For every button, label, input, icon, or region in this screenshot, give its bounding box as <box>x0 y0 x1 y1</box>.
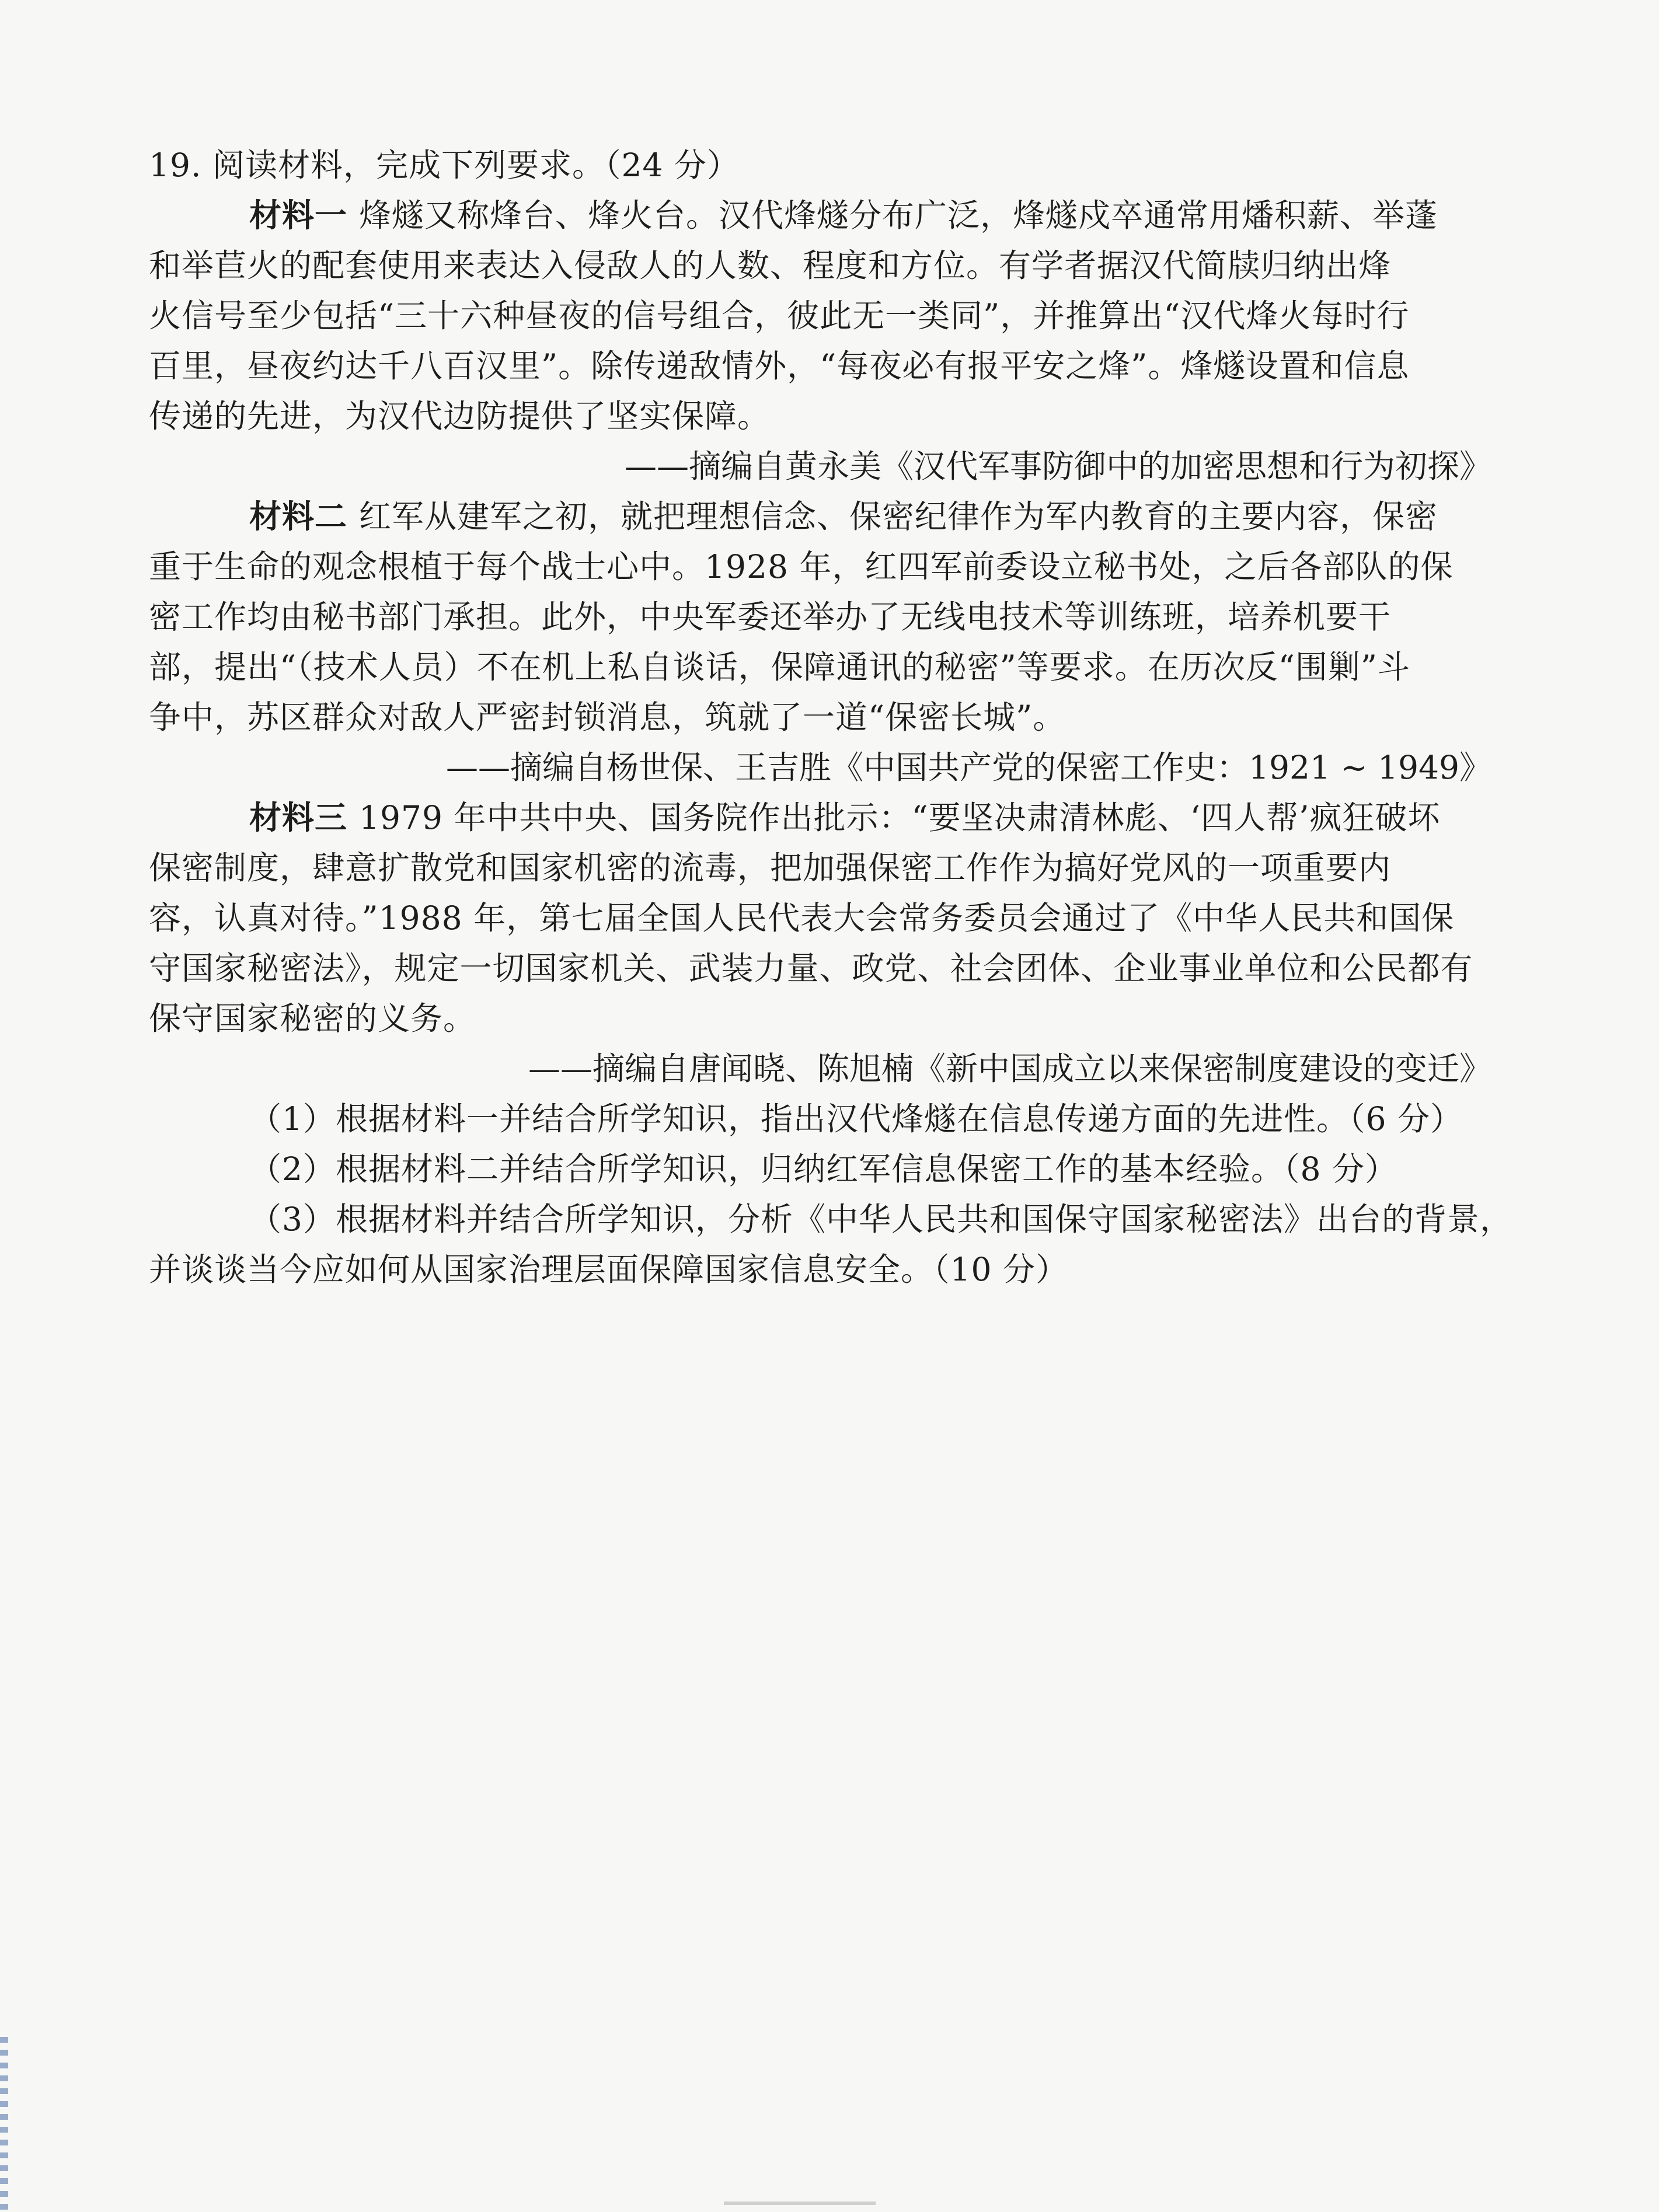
material3-line-1 <box>149 793 1491 843</box>
material2-source: ——摘编自杨世保、王吉胜《中国共产党的保密工作史：1921 ~ 1949》 <box>446 749 1491 786</box>
material3-line-2: 保密制度，肆意扩散党和国家机密的流毒，把加强保密工作作为搞好党风的一项重要内 <box>149 849 1392 887</box>
subquestion-3: （3）根据材料并结合所学知识，分析《中华人民共和国保守国家秘密法》出台的背景， <box>249 1201 1512 1238</box>
material3-label: 材料三 <box>249 798 348 836</box>
material3-source: ——摘编自唐闻晓、陈旭楠《新中国成立以来保密制度建设的变迁》 <box>528 1050 1491 1087</box>
scan-edge-mark <box>0 2037 8 2212</box>
material1-line-2: 和举苣火的配套使用来表达入侵敌人的人数、程度和方位。有学者据汉代简牍归纳出烽 <box>149 247 1392 284</box>
material1-line-3: 火信号至少包括“三十六种昼夜的信号组合，彼此无一类同”，并推算出“汉代烽火每时行 <box>149 297 1410 334</box>
subquestion-1: （1）根据材料一并结合所学知识，指出汉代烽燧在信息传递方面的先进性。（6 分） <box>249 1100 1463 1138</box>
material1-text-1: 烽燧又称烽台、烽火台。汉代烽燧分布广泛，烽燧戍卒通常用燔积薪、举蓬 <box>359 197 1438 234</box>
material1-line-5: 传递的先进，为汉代边防提供了坚实保障。 <box>149 397 771 435</box>
question-19 <box>149 140 1512 1295</box>
material3-line-3: 容，认真对待。”1988 年，第七届全国人民代表大会常务委员会通过了《中华人民共和国保 <box>149 899 1455 937</box>
material2-line-5: 争中，苏区群众对敌人严密封锁消息，筑就了一道“保密长城”。 <box>149 699 1066 736</box>
subquestion-2: （2）根据材料二并结合所学知识，归纳红军信息保密工作的基本经验。（8 分） <box>249 1150 1397 1188</box>
material2-line-2: 重于生命的观念根植于每个战士心中。1928 年，红四军前委设立秘书处，之后各部队的保 <box>149 548 1454 585</box>
material1-line-1 <box>149 190 1491 240</box>
material2-line-4: 部，提出“（技术人员）不在机上私自谈话，保障通讯的秘密”等要求。在历次反“围剿”斗 <box>149 648 1410 686</box>
material3-text-1: 1979 年中共中央、国务院作出批示：“要坚决肃清林彪、‘四人帮’疯狂破坏 <box>359 799 1441 836</box>
material2-label: 材料二 <box>249 497 348 535</box>
material2-text-1: 红军从建军之初，就把理想信念、保密纪律作为军内教育的主要内容，保密 <box>359 498 1438 535</box>
material1-source: ——摘编自黄永美《汉代军事防御中的加密思想和行为初探》 <box>624 448 1491 485</box>
material1-line-4: 百里，昼夜约达千八百汉里”。除传递敌情外，“每夜必有报平安之烽”。烽燧设置和信息 <box>149 347 1410 385</box>
material2-line-1 <box>149 491 1491 542</box>
material3-line-4: 守国家秘密法》，规定一切国家机关、武装力量、政党、社会团体、企业事业单位和公民都有 <box>149 950 1473 987</box>
question-title: 19. 阅读材料，完成下列要求。（24 分） <box>149 146 740 184</box>
material2-line-3: 密工作均由秘书部门承担。此外，中央军委还举办了无线电技术等训练班，培养机要干 <box>149 598 1392 636</box>
scan-bottom-mark <box>724 2201 876 2205</box>
material1-label: 材料一 <box>249 196 348 234</box>
material3-line-5: 保守国家秘密的义务。 <box>149 1000 476 1037</box>
subquestion-3-cont: 并谈谈当今应如何从国家治理层面保障国家信息安全。（10 分） <box>149 1251 1068 1288</box>
